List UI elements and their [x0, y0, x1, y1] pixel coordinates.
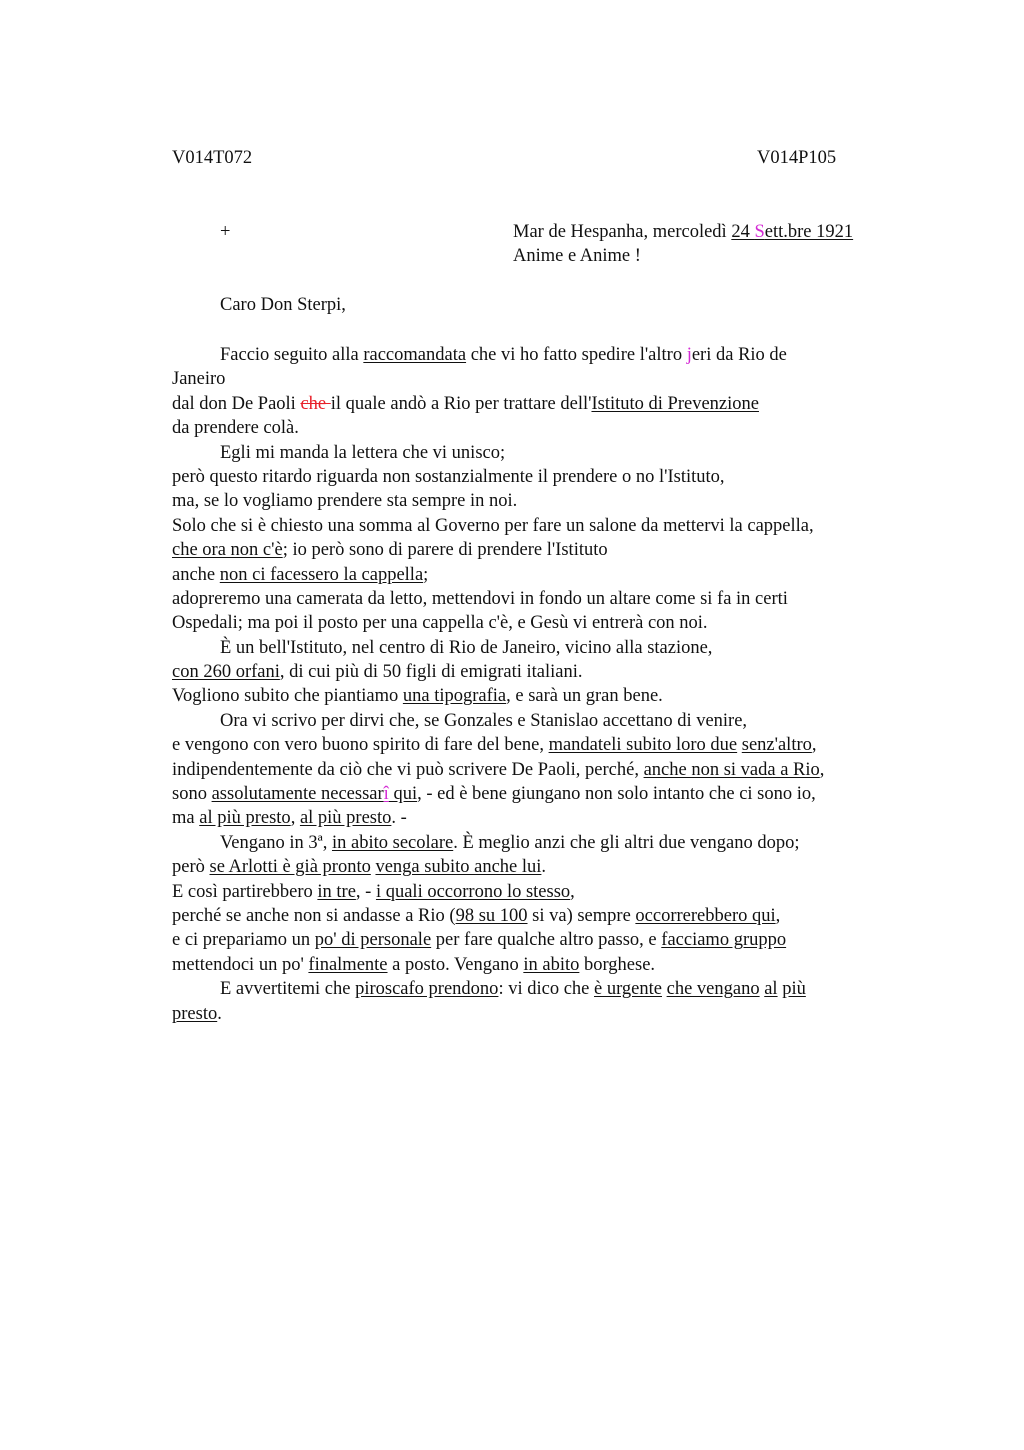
body-line [172, 709, 932, 733]
text-segment: È un bell'Istituto, nel centro di Rio de Janeiro, vicino alla stazione, [220, 637, 713, 658]
body-line [172, 611, 932, 635]
body-line [172, 782, 932, 806]
text-segment: si va) sempre [527, 905, 636, 926]
text-segment: per fare qualche altro passo, e [431, 930, 662, 951]
text-segment: che vi ho fatto spedire l'altro [466, 345, 687, 365]
text-segment: Ora vi scrivo per dirvi che, se Gonzales e Stanislao accettano di venire, [220, 710, 748, 731]
text-segment: , [819, 759, 825, 780]
text-segment: E così partirebbero [172, 881, 318, 902]
cross-symbol: + [220, 222, 231, 242]
greeting: Caro Don Sterpi, [220, 295, 346, 315]
body-line [172, 953, 932, 977]
underlined-text: i quali occorrono lo stesso [375, 881, 571, 902]
body-line [172, 977, 932, 1001]
text-segment: , - [355, 881, 376, 902]
underlined-text: 98 su 100 [455, 905, 528, 926]
place-date-line [513, 220, 853, 244]
text-segment: Ospedali; ma poi il posto per una cappella c'è, e Gesù vi entrerà con noi. [172, 613, 708, 634]
body-line [172, 367, 932, 391]
struck-text: che [300, 393, 331, 414]
underlined-text: facciamo gruppo [661, 930, 787, 951]
underlined-text: po' di personale [314, 930, 432, 951]
text-segment: , [775, 905, 781, 926]
body-line [172, 904, 932, 928]
text-segment: , - ed è bene giungano non solo intanto che ci sono io, [417, 784, 816, 805]
text-segment: , [570, 881, 575, 902]
correction-mark: j [686, 345, 692, 365]
text-segment: Solo che si è chiesto una somma al Governo per fare un salone da mettervi la cappella, [172, 515, 814, 536]
text-segment: anche [172, 564, 220, 585]
body-line [172, 806, 932, 830]
underlined-text: senz'altro [741, 735, 812, 756]
body-line [172, 636, 932, 660]
text-segment: Vogliono subito che piantiamo [172, 686, 403, 707]
place-text: Mar de Hespanha, mercoledì [513, 222, 732, 242]
body-line [172, 416, 932, 440]
text-segment: , di cui più di 50 figli di emigrati italiani. [279, 662, 583, 683]
text-segment: , [290, 808, 300, 829]
text-segment: ; io però sono di parere di prendere l'Istituto [282, 540, 608, 561]
underlined-text: al [764, 979, 778, 1000]
text-segment: ; [423, 564, 429, 585]
letter-body [172, 343, 932, 1026]
text-segment: perché se anche non si andasse a Rio ( [172, 905, 456, 926]
underlined-text: al più presto [299, 808, 392, 829]
text-segment: , e sarà un gran bene. [506, 686, 663, 707]
text-segment: a posto. Vengano [387, 954, 524, 975]
body-line [172, 441, 932, 465]
text-segment: ma [172, 808, 200, 829]
body-line [172, 563, 932, 587]
underlined-text: che ora non c'è [172, 540, 283, 561]
text-segment: sono [172, 784, 212, 805]
body-line [172, 465, 932, 489]
text-segment: e vengono con vero buono spirito di fare del bene, [172, 735, 549, 756]
text-segment: , [811, 735, 817, 756]
underlined-text: assolutamente necessar [211, 784, 384, 805]
date-correction-mark: S [754, 222, 765, 242]
text-segment: adopreremo una camerata da letto, mettendovi in fondo un altare come si fa in certi [172, 588, 788, 609]
underlined-text: raccomandata [363, 345, 467, 365]
text-segment: Faccio seguito alla [220, 345, 364, 365]
underlined-text: che vengano [666, 979, 760, 1000]
body-line [172, 538, 932, 562]
underlined-text: venga subito anche lui [375, 857, 542, 878]
underlined-text: se Arlotti è già pronto [209, 857, 371, 878]
right-archive-code: V014P105 [757, 148, 837, 168]
body-line [172, 343, 932, 367]
text-segment: borghese. [579, 954, 656, 975]
underlined-text: finalmente [308, 954, 388, 975]
underlined-text: al più presto [199, 808, 291, 829]
text-segment: Egli mi manda la lettera che vi unisco; [220, 442, 506, 463]
body-line [172, 684, 932, 708]
text-segment: . È meglio anzi che gli altri due vengano dopo; [453, 832, 800, 853]
underlined-text: con 260 orfani [172, 662, 280, 683]
underlined-text: in tre [317, 881, 356, 902]
correction-mark: î [383, 784, 389, 805]
left-archive-code: V014T072 [172, 148, 253, 168]
underlined-text: occorrerebbero qui [635, 905, 776, 926]
text-segment: . [217, 1003, 222, 1024]
text-segment: E avvertitemi che [220, 979, 356, 1000]
underlined-text: qui [388, 784, 418, 805]
underlined-text: mandateli subito loro due [548, 735, 738, 756]
body-line [172, 514, 932, 538]
body-line [172, 880, 932, 904]
body-line [172, 489, 932, 513]
underlined-text: Istituto di Prevenzione [591, 393, 759, 414]
text-segment: però [172, 857, 210, 878]
text-segment: però questo ritardo riguarda non sostanzialmente il prendere o no l'Istituto, [172, 466, 725, 487]
underlined-text: presto [172, 1003, 218, 1024]
text-segment: eri da Rio de [691, 345, 787, 365]
body-line [172, 758, 932, 782]
body-line [172, 392, 932, 416]
body-line [172, 928, 932, 952]
date-text: 24 Sett.bre 1921 [731, 222, 854, 242]
underlined-text: una tipografia [402, 686, 507, 707]
body-line [172, 660, 932, 684]
text-segment: . - [391, 808, 407, 829]
text-segment: dal don De Paoli [172, 393, 301, 414]
text-segment: e ci prepariamo un [172, 930, 315, 951]
subtitle: Anime e Anime ! [513, 246, 641, 266]
underlined-text: è urgente [594, 979, 662, 1000]
text-segment: mettendoci un po' [172, 954, 309, 975]
underlined-text: non ci facessero la cappella [219, 564, 424, 585]
body-line [172, 831, 932, 855]
underlined-text: in abito secolare [331, 832, 454, 853]
body-line [172, 587, 932, 611]
body-line [172, 733, 932, 757]
text-segment: . [541, 857, 547, 878]
text-segment: da prendere colà. [172, 418, 299, 439]
underlined-text: in abito [523, 954, 580, 975]
text-segment: : vi dico che [498, 979, 594, 1000]
body-line [172, 855, 932, 879]
text-segment: Vengano in 3ª, [220, 832, 332, 853]
body-line [172, 1002, 932, 1026]
text-segment: indipendentemente da ciò che vi può scrivere De Paoli, perché, [172, 759, 644, 780]
underlined-text: più [782, 979, 806, 1000]
text-segment: il quale andò a Rio per trattare dell' [330, 393, 592, 414]
underlined-text: anche non si vada a Rio [643, 759, 820, 780]
text-segment: ma, se lo vogliamo prendere sta sempre in noi. [172, 491, 518, 512]
underlined-text: piroscafo prendono [355, 979, 499, 1000]
text-segment: Janeiro [172, 369, 226, 390]
